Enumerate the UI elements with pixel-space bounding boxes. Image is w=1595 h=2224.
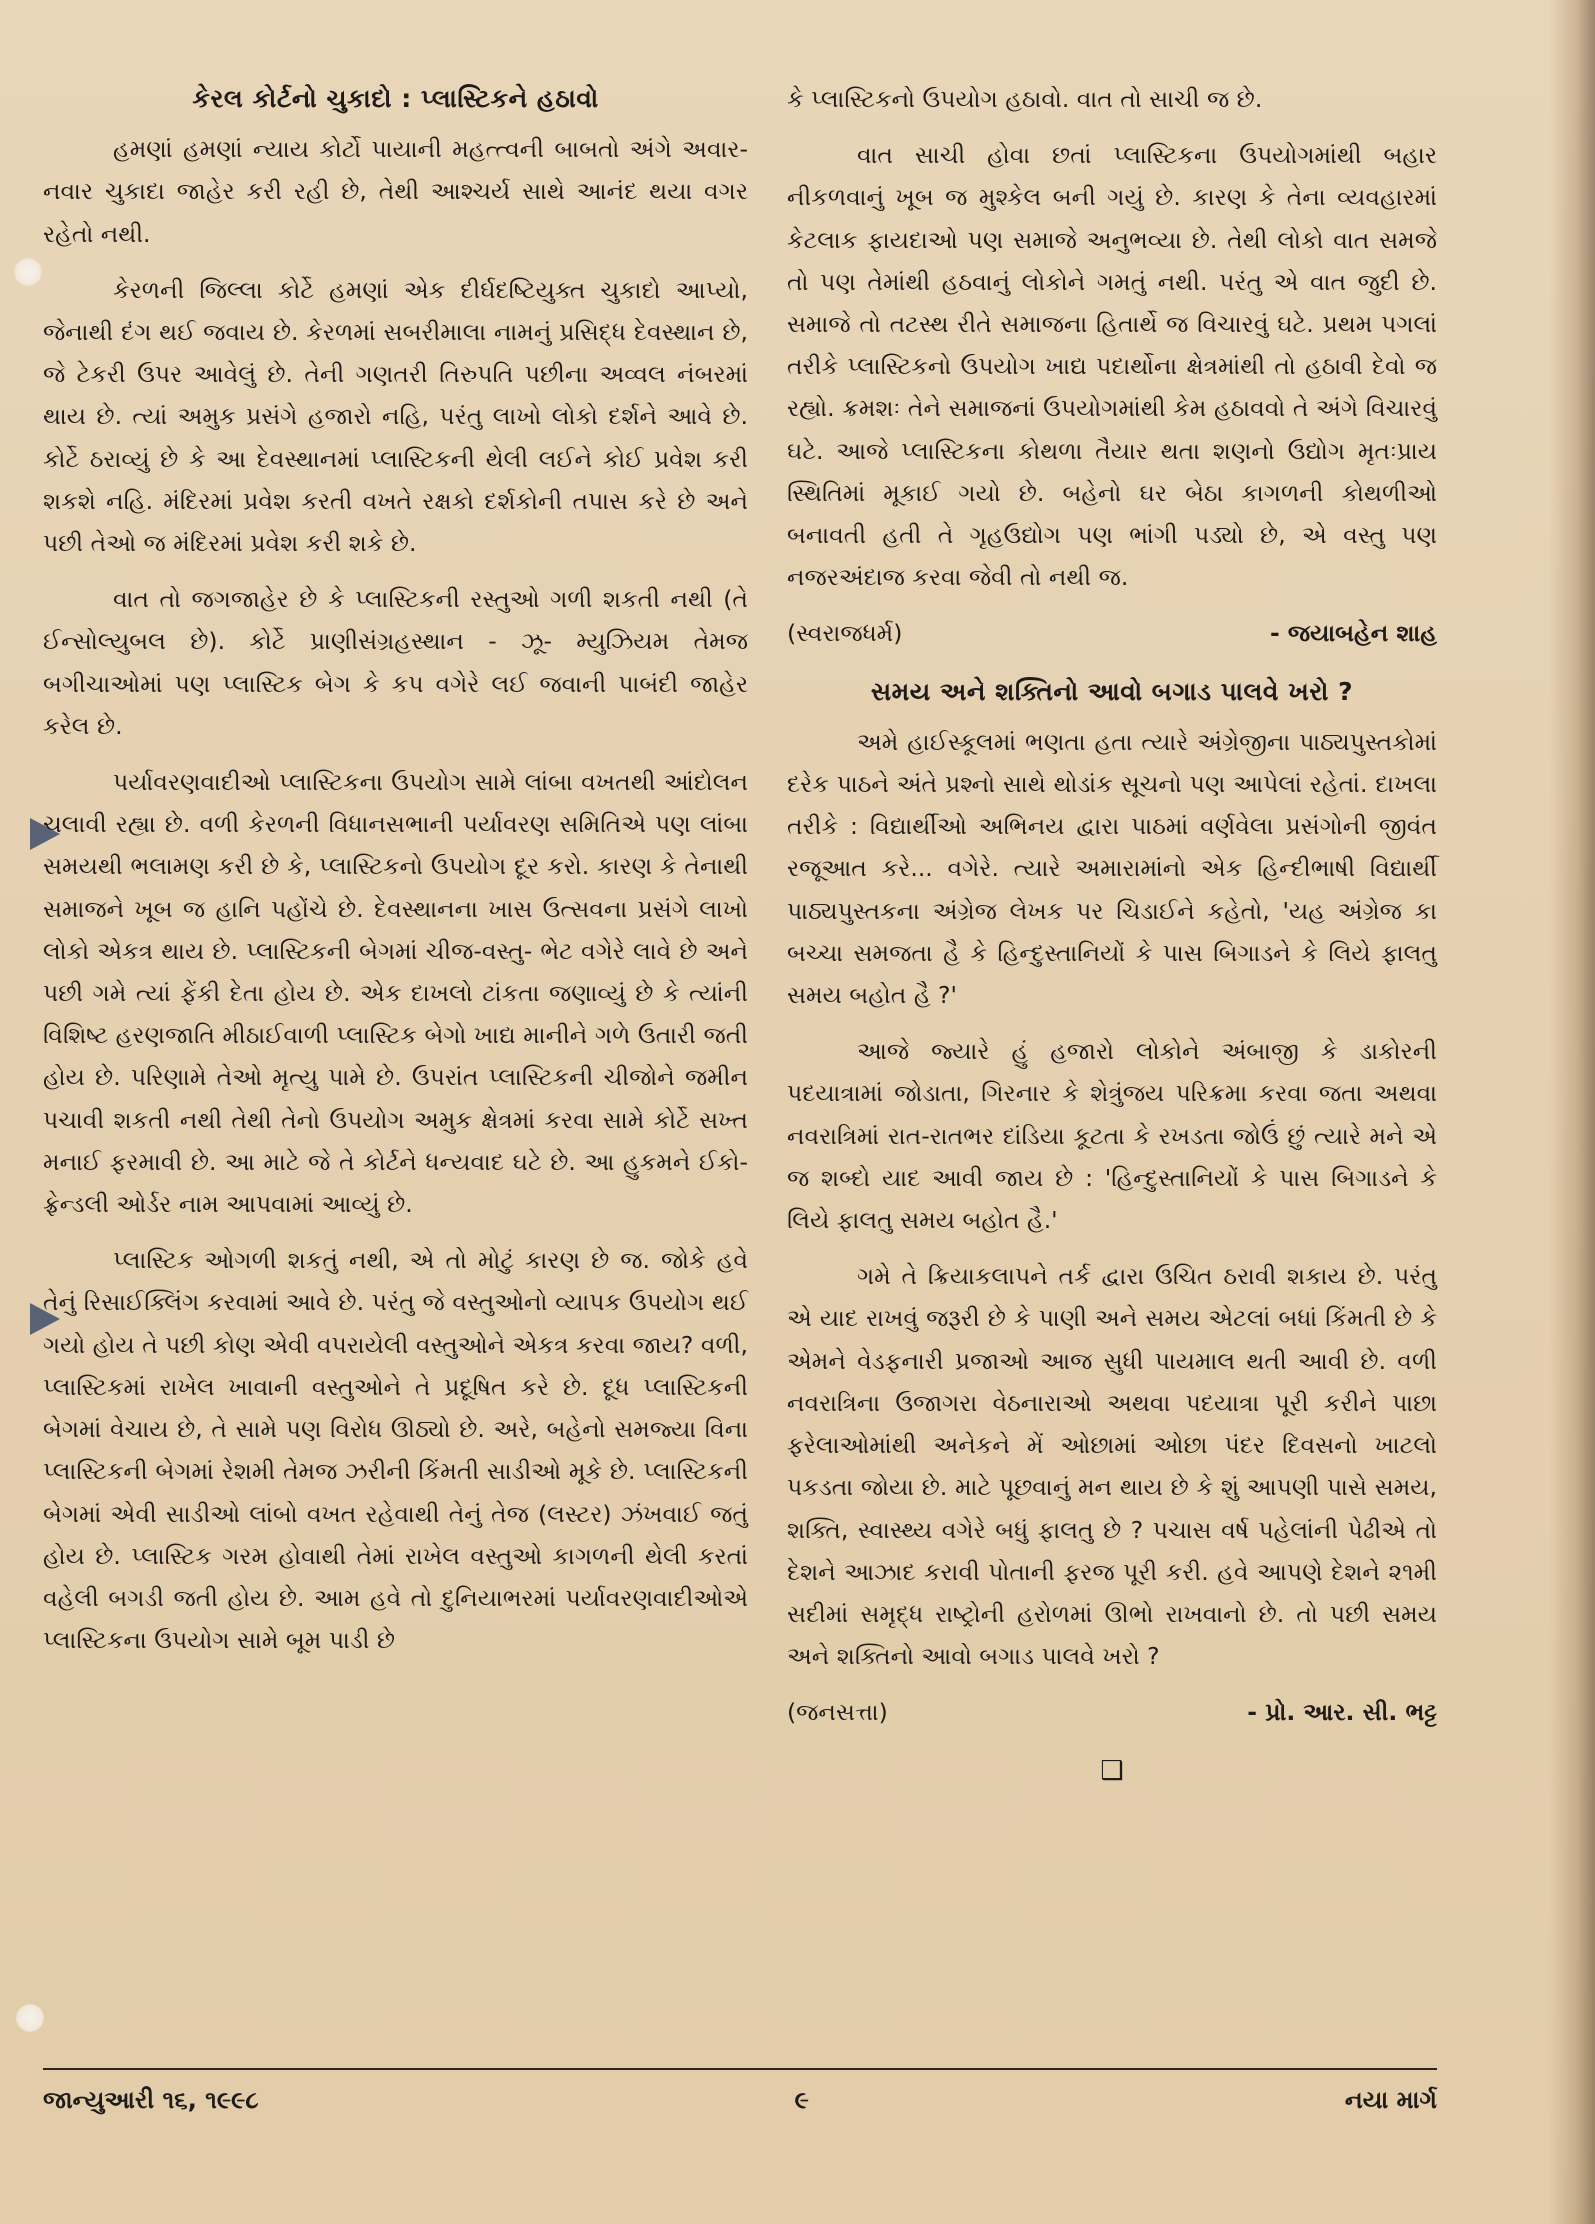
- right-column: [787, 78, 1437, 1792]
- article-paragraph: પ્લાસ્ટિક ઓગળી શકતું નથી, એ તો મોટું કારણ છે જ. જોકે હવે તેનું રિસાઈક્લિંગ કરવામાં આવે છે. પરંતુ જે વસ્તુઓનો વ્યાપક ઉપયોગ થઈ ગયો હોય તે પછી કોણ એવી વપરાયેલી વસ્તુઓને એકત્ર કરવા જાય? વળી, પ્લાસ્ટિકમાં રાખેલ ખાવાની વસ્તુઓને તે પ્રદૂષિત કરે છે. દૂધ પ્લાસ્ટિકની બેગમાં વેચાય છે, તે સામે પણ વિરોધ ઊઠ્યો છે. અરે, બહેનો સમજ્યા વિના પ્લાસ્ટિકની બેગમાં રેશમી તેમજ ઝરીની કિંમતી સાડીઓ મૂકે છે. પ્લાસ્ટિકની બેગમાં એવી સાડીઓ લાંબો વખત રહેવાથી તેનું તેજ (લસ્ટર) ઝંખવાઈ જતું હોય છે. પ્લાસ્ટિક ગરમ હોવાથી તેમાં રાખેલ વસ્તુઓ કાગળની થેલી કરતાં વહેલી બગડી જતી હોય છે. આમ હવે તો દુનિયાભરમાં પર્યાવરણવાદીઓએ પ્લાસ્ટિકના ઉપયોગ સામે બૂમ પાડી છે: [43, 1246, 748, 1655]
- article-paragraph: ગમે તે ક્રિયાકલાપને તર્ક દ્વારા ઉચિત ઠરાવી શકાય છે. પરંતુ એ યાદ રાખવું જરૂરી છે કે પાણી અને સમય એટલાં બધાં કિંમતી છે કે એમને વેડફનારી પ્રજાઓ આજ સુધી પાયમાલ થતી આવી છે. વળી નવરાત્રિના ઉજાગરા વેઠનારાઓ અથવા પદયાત્રા પૂરી કરીને પાછા ફરેલાઓમાંથી અનેકને મેં ઓછામાં ઓછા પંદર દિવસનો ખાટલો પકડતા જોયા છે. માટે પૂછવાનું મન થાય છે કે શું આપણી પાસે સમય, શક્તિ, સ્વાસ્થ્ય વગેરે બધું ફાલતુ છે ? પચાસ વર્ષ પહેલાંની પેઢીએ તો દેશને આઝાદ કરાવી પોતાની ફરજ પૂરી કરી. હવે આપણે દેશને ૨૧મી સદીમાં સમૃદ્ધ રાષ્ટ્રોની હરોળમાં ઊભો રાખવાનો છે. તો પછી સમય અને શક્તિનો આવો બગાડ પાલવે ખરો ?: [787, 1262, 1437, 1671]
- page-number: ૯: [794, 2086, 809, 2114]
- punch-hole: [16, 2004, 44, 2032]
- article-paragraph: વાત સાચી હોવા છતાં પ્લાસ્ટિકના ઉપયોગમાંથી બહાર નીકળવાનું ખૂબ જ મુશ્કેલ બની ગયું છે. કારણ કે તેના વ્યવહારમાં કેટલાક ફાયદાઓ પણ સમાજે અનુભવ્યા છે. તેથી લોકો વાત સમજે તો પણ તેમાંથી હઠવાનું લોકોને ગમતું નથી. પરંતુ એ વાત જુદી છે. સમાજે તો તટસ્થ રીતે સમાજના હિતાર્થે જ વિચારવું ઘટે. પ્રથમ પગલાં તરીકે પ્લાસ્ટિકનો ઉપયોગ ખાદ્ય પદાર્થોના ક્ષેત્રમાંથી તો હઠાવી દેવો જ રહ્યો. ક્રમશઃ તેને સમાજનાં ઉપયોગમાંથી કેમ હઠાવવો તે અંગે વિચારવું ઘટે. આજે પ્લાસ્ટિકના કોથળા તૈયાર થતા શણનો ઉદ્યોગ મૃતઃપ્રાય સ્થિતિમાં મૂકાઈ ગયો છે. બહેનો ઘર બેઠા કાગળની કોથળીઓ બનાવતી હતી તે ગૃહઉદ્યોગ પણ ભાંગી પડ્યો છે, એ વસ્તુ પણ નજરઅંદાજ કરવા જેવી તો નથી જ.: [787, 141, 1437, 592]
- article-continuation: કે પ્લાસ્ટિકનો ઉપયોગ હઠાવો. વાત તો સાચી જ છે.: [787, 85, 1263, 113]
- article-paragraph: વાત તો જગજાહેર છે કે પ્લાસ્ટિકની રસ્તુઓ ગળી શકતી નથી (તે ઈન્સોલ્યુબલ છે). કોર્ટે પ્રાણીસંગ્રહસ્થાન - ઝૂ- મ્યુઝિયમ તેમજ બગીચાઓમાં પણ પ્લાસ્ટિક બેગ કે કપ વગેરે લઈ જવાની પાબંદી જાહેર કરેલ છે.: [43, 585, 748, 740]
- article-signature: [787, 1691, 1437, 1733]
- article-source: (જનસત્તા): [787, 1698, 888, 1727]
- article-paragraph: આજે જ્યારે હું હજારો લોકોને અંબાજી કે ડાકોરની પદયાત્રામાં જોડાતા, ગિરનાર કે શેત્રુંજય પરિક્રમા કરવા જતા અથવા નવરાત્રિમાં રાત-રાતભર દાંડિયા કૂટતા કે રખડતા જોઉં છું ત્યારે મને એ જ શબ્દો યાદ આવી જાય છે : 'હિન્દુસ્તાનિયોં કે પાસ બિગાડને કે લિયે ફાલતુ સમય બહોત હૈ.': [787, 1037, 1437, 1235]
- article-paragraph: અમે હાઈસ્કૂલમાં ભણતા હતા ત્યારે અંગ્રેજીના પાઠ્યપુસ્તકોમાં દરેક પાઠને અંતે પ્રશ્નો સાથે થોડાંક સૂચનો પણ આપેલાં રહેતાં. દાખલા તરીકે : વિદ્યાર્થીઓ અભિનય દ્વારા પાઠમાં વર્ણવેલા પ્રસંગોની જીવંત રજૂઆત કરે... વગેરે. ત્યારે અમારામાંનો એક હિન્દીભાષી વિદ્યાર્થી પાઠ્યપુસ્તકના અંગ્રેજ લેખક પર ચિડાઈને કહેતો, 'યહ અંગ્રેજ કા બચ્ચા સમજતા હૈ કે હિન્દુસ્તાનિયોં કે પાસ બિગાડને કે લિયે ફાલતુ સમય બહોત હૈ ?': [787, 727, 1437, 1010]
- end-mark-icon: ❑: [1100, 1755, 1124, 1786]
- left-column: [43, 78, 748, 1675]
- article-title-kerala: કેરલ કોર્ટનો ચુકાદો : પ્લાસ્ટિકને હઠાવો: [192, 84, 599, 113]
- page-spine-shadow: [1549, 0, 1595, 2224]
- article-paragraph: પર્યાવરણવાદીઓ પ્લાસ્ટિકના ઉપયોગ સામે લાંબા વખતથી આંદોલન ચલાવી રહ્યા છે. વળી કેરળની વિધાનસભાની પર્યાવરણ સમિતિએ પણ લાંબા સમયથી ભલામણ કરી છે કે, પ્લાસ્ટિકનો ઉપયોગ દૂર કરો. કારણ કે તેનાથી સમાજને ખૂબ જ હાનિ પહોંચે છે. દેવસ્થાનના ખાસ ઉત્સવના પ્રસંગે લાખો લોકો એકત્ર થાય છે. પ્લાસ્ટિકની બેગમાં ચીજ-વસ્તુ- ભેટ વગેરે લાવે છે અને પછી ગમે ત્યાં ફેંકી દેતા હોય છે. એક દાખલો ટાંકતા જણાવ્યું છે કે ત્યાંની વિશિષ્ટ હરણજાતિ મીઠાઈવાળી પ્લાસ્ટિક બેગો ખાદ્ય માનીને ગળે ઉતારી જતી હોય છે. પરિણામે તેઓ મૃત્યુ પામે છે. ઉપરાંત પ્લાસ્ટિકની ચીજોને જમીન પચાવી શકતી નથી તેથી તેનો ઉપયોગ અમુક ક્ષેત્રમાં કરવા સામે કોર્ટે સખ્ત મનાઈ ફરમાવી છે. આ માટે જે તે કોર્ટને ધન્યવાદ ઘટે છે. આ હુકમને ઈકો-ફ્રેન્ડલી ઓર્ડર નામ આપવામાં આવ્યું છે.: [43, 768, 748, 1219]
- article-paragraph: હમણાં હમણાં ન્યાય કોર્ટો પાયાની મહત્ત્વની બાબતો અંગે અવાર-નવાર ચુકાદા જાહેર કરી રહી છે, તેથી આશ્ચર્ય સાથે આનંદ થયા વગર રહેતો નથી.: [43, 135, 748, 248]
- page-footer: [43, 2086, 1437, 2114]
- issue-date: જાન્યુઆરી ૧૬, ૧૯૯૮: [43, 2086, 259, 2114]
- article-paragraph: કેરળની જિલ્લા કોર્ટે હમણાં એક દીર્ઘદષ્ટિયુક્ત ચુકાદો આપ્યો, જેનાથી દંગ થઈ જવાય છે. કેરળમાં સબરીમાલા નામનું પ્રસિદ્ધ દેવસ્થાન છે, જે ટેકરી ઉપર આવેલું છે. તેની ગણતરી તિરુપતિ પછીના અવ્વલ નંબરમાં થાય છે. ત્યાં અમુક પ્રસંગે હજારો નહિ, પરંતુ લાખો લોકો દર્શને આવે છે. કોર્ટે ઠરાવ્યું છે કે આ દેવસ્થાનમાં પ્લાસ્ટિકની થેલી લઈને કોઈ પ્રવેશ કરી શકશે નહિ. મંદિરમાં પ્રવેશ કરતી વખતે રક્ષકો દર્શકોની તપાસ કરે છે અને પછી તેઓ જ મંદિરમાં પ્રવેશ કરી શકે છે.: [43, 275, 748, 558]
- footer-divider: [43, 2068, 1437, 2070]
- magazine-name: નયા માર્ગ: [1344, 2086, 1437, 2114]
- article-source: (સ્વરાજધર્મ): [787, 619, 903, 648]
- punch-hole: [14, 258, 42, 286]
- article-author: - પ્રો. આર. સી. ભટ્ટ: [1247, 1698, 1437, 1727]
- article-title-time-energy: સમય અને શક્તિનો આવો બગાડ પાલવે ખરો ?: [870, 676, 1354, 706]
- article-author: - જયાબહેન શાહ: [1269, 619, 1437, 648]
- article-signature: [787, 612, 1437, 654]
